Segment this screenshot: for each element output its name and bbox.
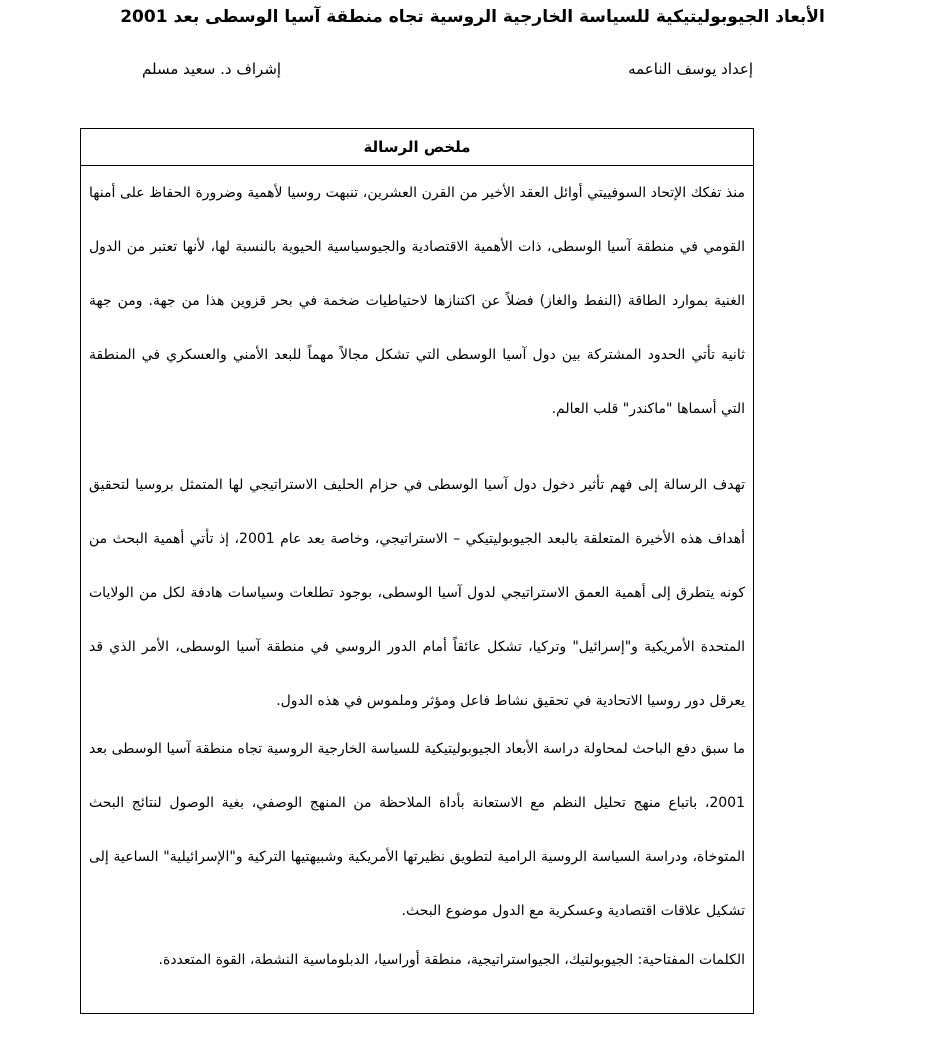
abstract-keywords: الكلمات المفتاحية: الجيوبولتيك، الجيواستراتيجية، منطقة أوراسيا، الدبلوماسية النشطة، القوة المتعددة. bbox=[158, 952, 745, 968]
abstract-paragraph-3: ما سبق دفع الباحث لمحاولة دراسة الأبعاد الجيوبوليتيكية للسياسة الخارجية الروسية تجاه منطقة آسيا الوسطى بعد 2001، باتباع منهج تحليل النظم مع الاستعانة بأداة الملاحظة من المنهج الوصفي، بغية الوصول لنتائج البحث المتوخاة، ودراسة السياسة الروسية الرامية لتطويق نظيرتها الأمريكية وشبيهتيها التركية و"الإسرائيلية" الساعية إلى تشكيل علاقات اقتصادية وعسكرية مع الدول موضوع البحث. bbox=[89, 741, 745, 919]
abstract-paragraph-1: منذ تفكك الإتحاد السوفييتي أوائل العقد الأخير من القرن العشرين، تنبهت روسيا لأهمية وضرورة الحفاظ على أمنها القومي في منطقة آسيا الوسطى، ذات الأهمية الاقتصادية والجيوسياسية الحيوية بالنسبة لها، لأنها تعتبر من الدول الغنية بموارد الطاقة (النفط والغاز) فضلاً عن اكتنازها لاحتياطيات ضخمة في بحر قزوين هذا من جهة. ومن جهة ثانية تأتي الحدود المشتركة بين دول آسيا الوسطى التي تشكل مجالاً مهماً للبعد الأمني والعسكري في المنطقة التي أسماها "ماكندر" قلب العالم. bbox=[89, 185, 745, 417]
abstract-body bbox=[81, 166, 753, 982]
abstract-paragraph-2: تهدف الرسالة إلى فهم تأثير دخول دول آسيا الوسطى في حزام الحليف الاستراتيجي لها المتمثل بروسيا لتحقيق أهداف هذه الأخيرة المتعلقة بالبعد الجيوبوليتيكي – الاستراتيجي، وخاصة بعد عام 2001، إذ تأتي أهمية البحث من كونه يتطرق إلى أهمية العمق الاستراتيجي لدول آسيا الوسطى، بوجود تطلعات وسياسات هادفة لكل من الولايات المتحدة الأمريكية و"إسرائيل" وتركيا، تشكل عائقاً أمام الدور الروسي في منطقة آسيا الوسطى، الأمر الذي قد يعرقل دور روسيا الاتحادية في تحقيق نشاط فاعل ومؤثر وملموس في هذه الدول. bbox=[89, 477, 746, 709]
author-line: إعداد يوسف الناعمه bbox=[628, 60, 753, 78]
supervisor-line: إشراف د. سعيد مسلم bbox=[142, 60, 282, 78]
abstract-heading: ملخص الرسالة bbox=[81, 129, 753, 166]
document-title: الأبعاد الجيوبوليتيكية للسياسة الخارجية الروسية تجاه منطقة آسيا الوسطى بعد 2001 bbox=[120, 7, 825, 27]
abstract-box bbox=[80, 128, 754, 1014]
